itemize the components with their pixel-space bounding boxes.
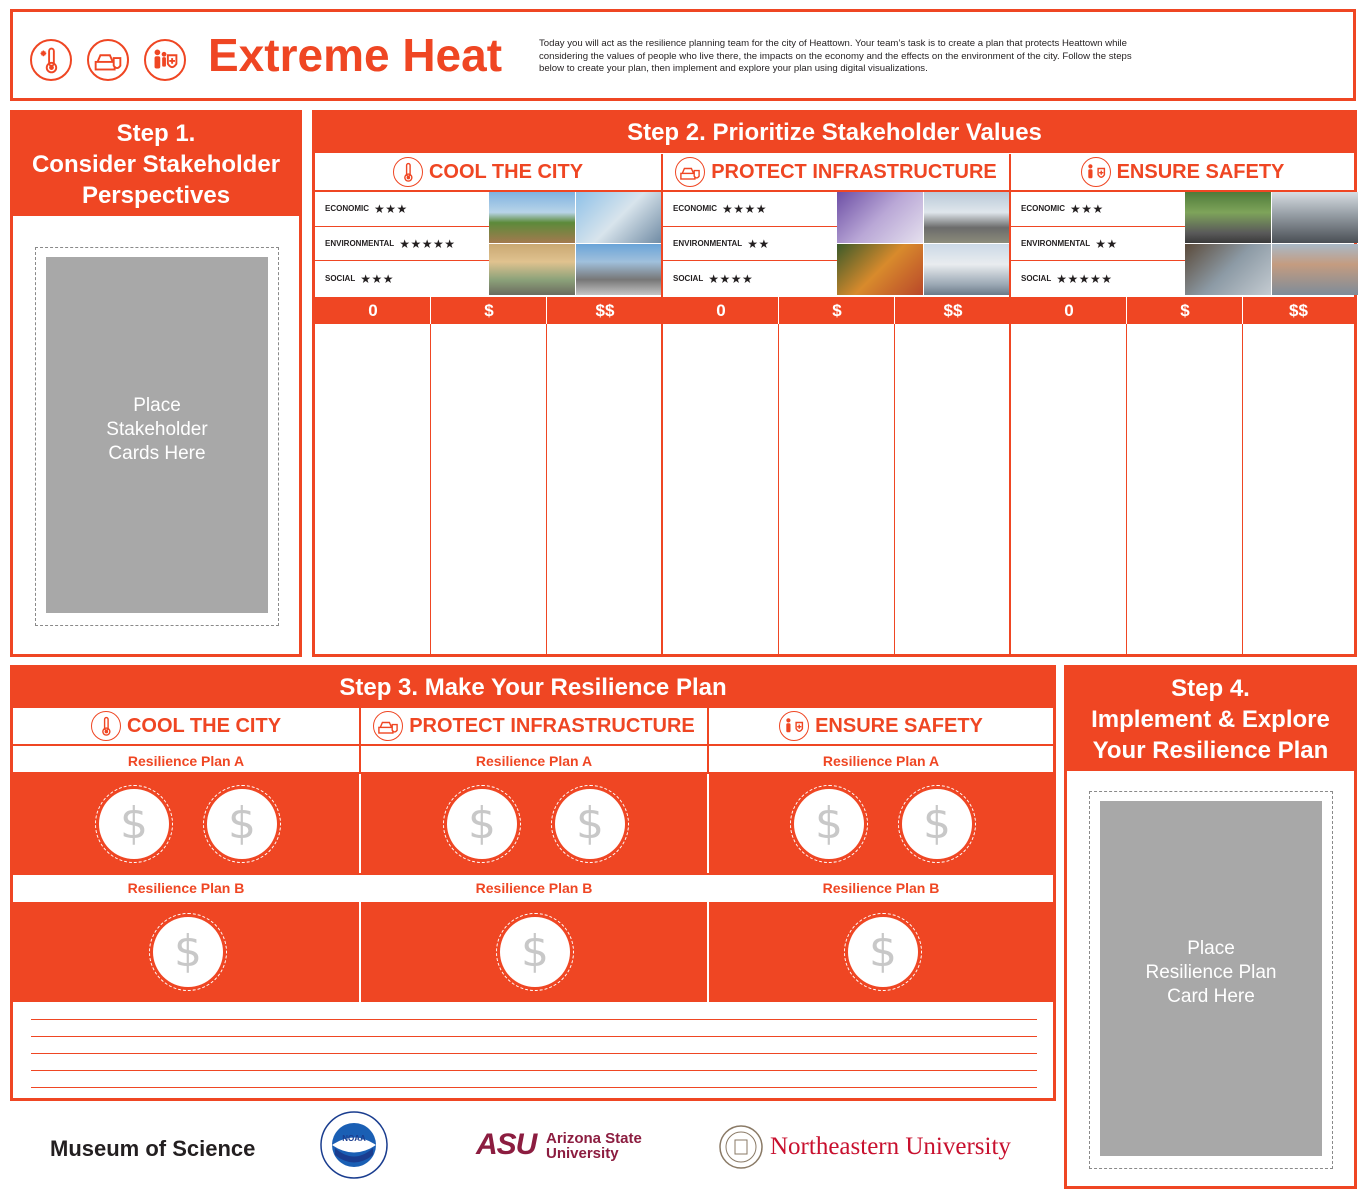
category-name: COOL THE CITY	[428, 160, 584, 183]
coin-slot[interactable]: $	[902, 789, 972, 859]
value-row-social	[1011, 261, 1185, 296]
step1-title-line1: Step 1.	[116, 120, 196, 147]
value-label: ECONOMIC	[1021, 204, 1065, 214]
step3-panel	[10, 665, 1056, 1101]
category-name: PROTECT INFRASTRUCTURE	[711, 160, 997, 183]
value-label: SOCIAL	[325, 274, 356, 284]
writing-line[interactable]	[31, 1019, 1037, 1020]
photo-cool-roof	[576, 244, 662, 295]
divider	[1126, 297, 1127, 324]
value-row-environmental	[663, 227, 837, 262]
value-label: ECONOMIC	[673, 204, 717, 214]
divider	[430, 297, 431, 324]
writing-line[interactable]	[31, 1053, 1037, 1054]
category-name: PROTECT INFRASTRUCTURE	[409, 714, 695, 737]
star-rating: ★★★★	[708, 271, 754, 286]
writing-line[interactable]	[31, 1036, 1037, 1037]
intro-text: Today you will act as the resilience planning team for the city of Heattown. Your team’s task is to create a plan that protects Heattown while considering the values of people who live there, the impacts on the economy and the effects on the environment of the city. Follow the steps below to create your plan, then implement and explore your plan using digital visualizations.	[539, 38, 1132, 74]
noaa-text: NOAA	[342, 1134, 366, 1143]
step3-title: Step 3. Make Your Resilience Plan	[13, 668, 1053, 708]
category-header-ensure-safety	[1011, 154, 1354, 190]
plan-header-ensure-safety	[709, 708, 1053, 746]
stakeholder-card-placeholder[interactable]	[46, 257, 268, 613]
value-label: SOCIAL	[673, 274, 704, 284]
asu-line2: University	[546, 1145, 619, 1162]
cost-label-2: $$	[943, 301, 963, 320]
column-divider	[894, 324, 895, 654]
value-ratings-cool-the-city	[315, 192, 489, 296]
divider	[359, 774, 361, 1002]
cost-label-0: 0	[716, 301, 726, 320]
cost-label-2: $$	[595, 301, 615, 320]
infrastructure-shield-icon	[373, 711, 403, 741]
step2-panel	[312, 110, 1357, 657]
asu-line1: Arizona State	[546, 1130, 642, 1147]
value-row-social	[315, 261, 489, 296]
coin-slot[interactable]: $	[153, 917, 223, 987]
step4-title-line3: Your Resilience Plan	[1092, 737, 1329, 764]
card-text-line3: Cards Here	[108, 443, 206, 464]
coin-slot[interactable]: $	[500, 917, 570, 987]
star-rating: ★★★★	[722, 201, 768, 216]
plan-b-label: Resilience Plan B	[709, 875, 1053, 901]
divider	[707, 774, 709, 1002]
column-divider	[1126, 324, 1127, 654]
star-rating: ★★	[1095, 236, 1118, 251]
cost-label-1: $	[1180, 301, 1190, 320]
noaa-logo	[319, 1110, 389, 1180]
value-row-social	[663, 261, 837, 296]
category-name: COOL THE CITY	[126, 714, 282, 737]
resilience-plan-card-placeholder[interactable]	[1100, 801, 1322, 1156]
category-divider	[661, 154, 663, 657]
category-header-protect-infrastructure	[663, 154, 1011, 190]
column-divider	[430, 324, 431, 654]
divider	[13, 772, 1053, 774]
value-row-economic	[315, 192, 489, 227]
asu-mark: ASU	[476, 1128, 537, 1161]
asu-logo	[476, 1128, 642, 1162]
photo-insulation-worker	[837, 192, 923, 243]
plan-header-cool-the-city	[13, 708, 359, 746]
value-label: ENVIRONMENTAL	[325, 239, 395, 249]
plan-a-label: Resilience Plan A	[361, 748, 707, 774]
card-text-line1: Place	[133, 395, 181, 416]
thermometer-snowflake-icon	[393, 157, 423, 187]
people-shield-icon	[779, 711, 809, 741]
photo-ac-unit	[1272, 192, 1358, 243]
coin-slot[interactable]: $	[848, 917, 918, 987]
plan-header-protect-infrastructure	[361, 708, 707, 746]
card-text-line1: Place	[1187, 938, 1235, 959]
step1-title-line2: Consider Stakeholder	[31, 151, 281, 178]
photo-cooling-center	[1272, 244, 1358, 295]
star-rating: ★★★	[1070, 201, 1104, 216]
people-shield-icon	[144, 39, 186, 81]
star-rating: ★★★	[374, 201, 408, 216]
card-text-line2: Resilience Plan	[1145, 962, 1277, 983]
plan-a-label: Resilience Plan A	[709, 748, 1053, 774]
photo-tree-planting	[489, 192, 575, 243]
divider	[778, 297, 779, 324]
thermometer-snowflake-icon	[91, 711, 121, 741]
card-text-line2: Stakeholder	[106, 419, 208, 440]
category-header-cool-the-city	[315, 154, 663, 190]
asu-wordmark	[546, 1131, 642, 1161]
star-rating: ★★	[747, 236, 770, 251]
coin-slot[interactable]: $	[555, 789, 625, 859]
divider	[359, 708, 361, 746]
plan-a-band	[13, 774, 1053, 874]
value-row-economic	[1011, 192, 1185, 227]
photo-shade-structure	[489, 244, 575, 295]
value-label: SOCIAL	[1021, 274, 1052, 284]
photo-electric-meter	[1185, 244, 1271, 295]
step1-header	[13, 113, 299, 216]
coin-slot[interactable]: $	[447, 789, 517, 859]
thermometer-snowflake-icon	[30, 39, 72, 81]
value-label: ENVIRONMENTAL	[673, 239, 743, 249]
star-rating: ★★★★★	[399, 236, 456, 251]
category-divider	[1009, 154, 1011, 657]
step1-title-line3: Perspectives	[81, 182, 231, 209]
photo-outreach-worker	[1185, 192, 1271, 243]
coin-slot[interactable]: $	[99, 789, 169, 859]
step4-panel	[1064, 665, 1357, 1189]
step1-panel	[10, 110, 302, 657]
value-ratings-ensure-safety	[1011, 192, 1185, 296]
people-shield-icon	[1081, 157, 1111, 187]
step4-title-line1: Step 4.	[1171, 675, 1250, 702]
page-title: Extreme Heat	[208, 29, 503, 81]
step2-title: Step 2. Prioritize Stakeholder Values	[315, 113, 1354, 153]
star-rating: ★★★★★	[1056, 271, 1113, 286]
divider	[894, 297, 895, 324]
northeastern-seal-icon	[718, 1124, 764, 1170]
plan-a-label: Resilience Plan A	[13, 748, 359, 774]
value-row-environmental	[315, 227, 489, 262]
value-row-economic	[663, 192, 837, 227]
cost-label-2: $$	[1289, 301, 1308, 320]
step4-header	[1067, 668, 1354, 771]
cost-label-1: $	[832, 301, 842, 320]
star-rating: ★★★	[360, 271, 395, 286]
value-row-environmental	[1011, 227, 1185, 262]
infrastructure-shield-icon	[675, 157, 705, 187]
coin-slot[interactable]: $	[207, 789, 277, 859]
photo-power-substation	[924, 192, 1010, 243]
category-name: ENSURE SAFETY	[815, 714, 983, 737]
northeastern-university-logo: Northeastern University	[770, 1133, 1011, 1160]
value-label: ENVIRONMENTAL	[1021, 239, 1091, 249]
cost-label-0: 0	[368, 301, 378, 320]
column-divider	[1242, 324, 1243, 654]
photo-green-roof-building	[576, 192, 662, 243]
writing-line[interactable]	[31, 1070, 1037, 1071]
column-divider	[546, 324, 547, 654]
value-ratings-protect-infrastructure	[663, 192, 837, 296]
plan-b-label: Resilience Plan B	[361, 875, 707, 901]
step4-title-line2: Implement & Explore	[1091, 706, 1330, 733]
photo-backup-generator	[924, 244, 1010, 295]
header	[10, 9, 1356, 101]
cost-label-1: $	[484, 301, 494, 320]
category-name: ENSURE SAFETY	[1116, 160, 1285, 183]
writing-line[interactable]	[31, 1087, 1037, 1088]
divider	[1242, 297, 1243, 324]
cost-header-band	[315, 297, 1354, 324]
plan-b-label: Resilience Plan B	[13, 875, 359, 901]
coin-slot[interactable]: $	[794, 789, 864, 859]
card-text-line3: Card Here	[1167, 986, 1255, 1007]
divider	[13, 873, 1053, 875]
museum-of-science-logo: Museum of Science	[50, 1136, 256, 1161]
divider	[707, 708, 709, 746]
photo-wildfire-crew	[837, 244, 923, 295]
cost-label-0: 0	[1064, 301, 1074, 320]
infrastructure-shield-icon	[87, 39, 129, 81]
value-label: ECONOMIC	[325, 204, 369, 214]
divider	[546, 297, 547, 324]
column-divider	[778, 324, 779, 654]
